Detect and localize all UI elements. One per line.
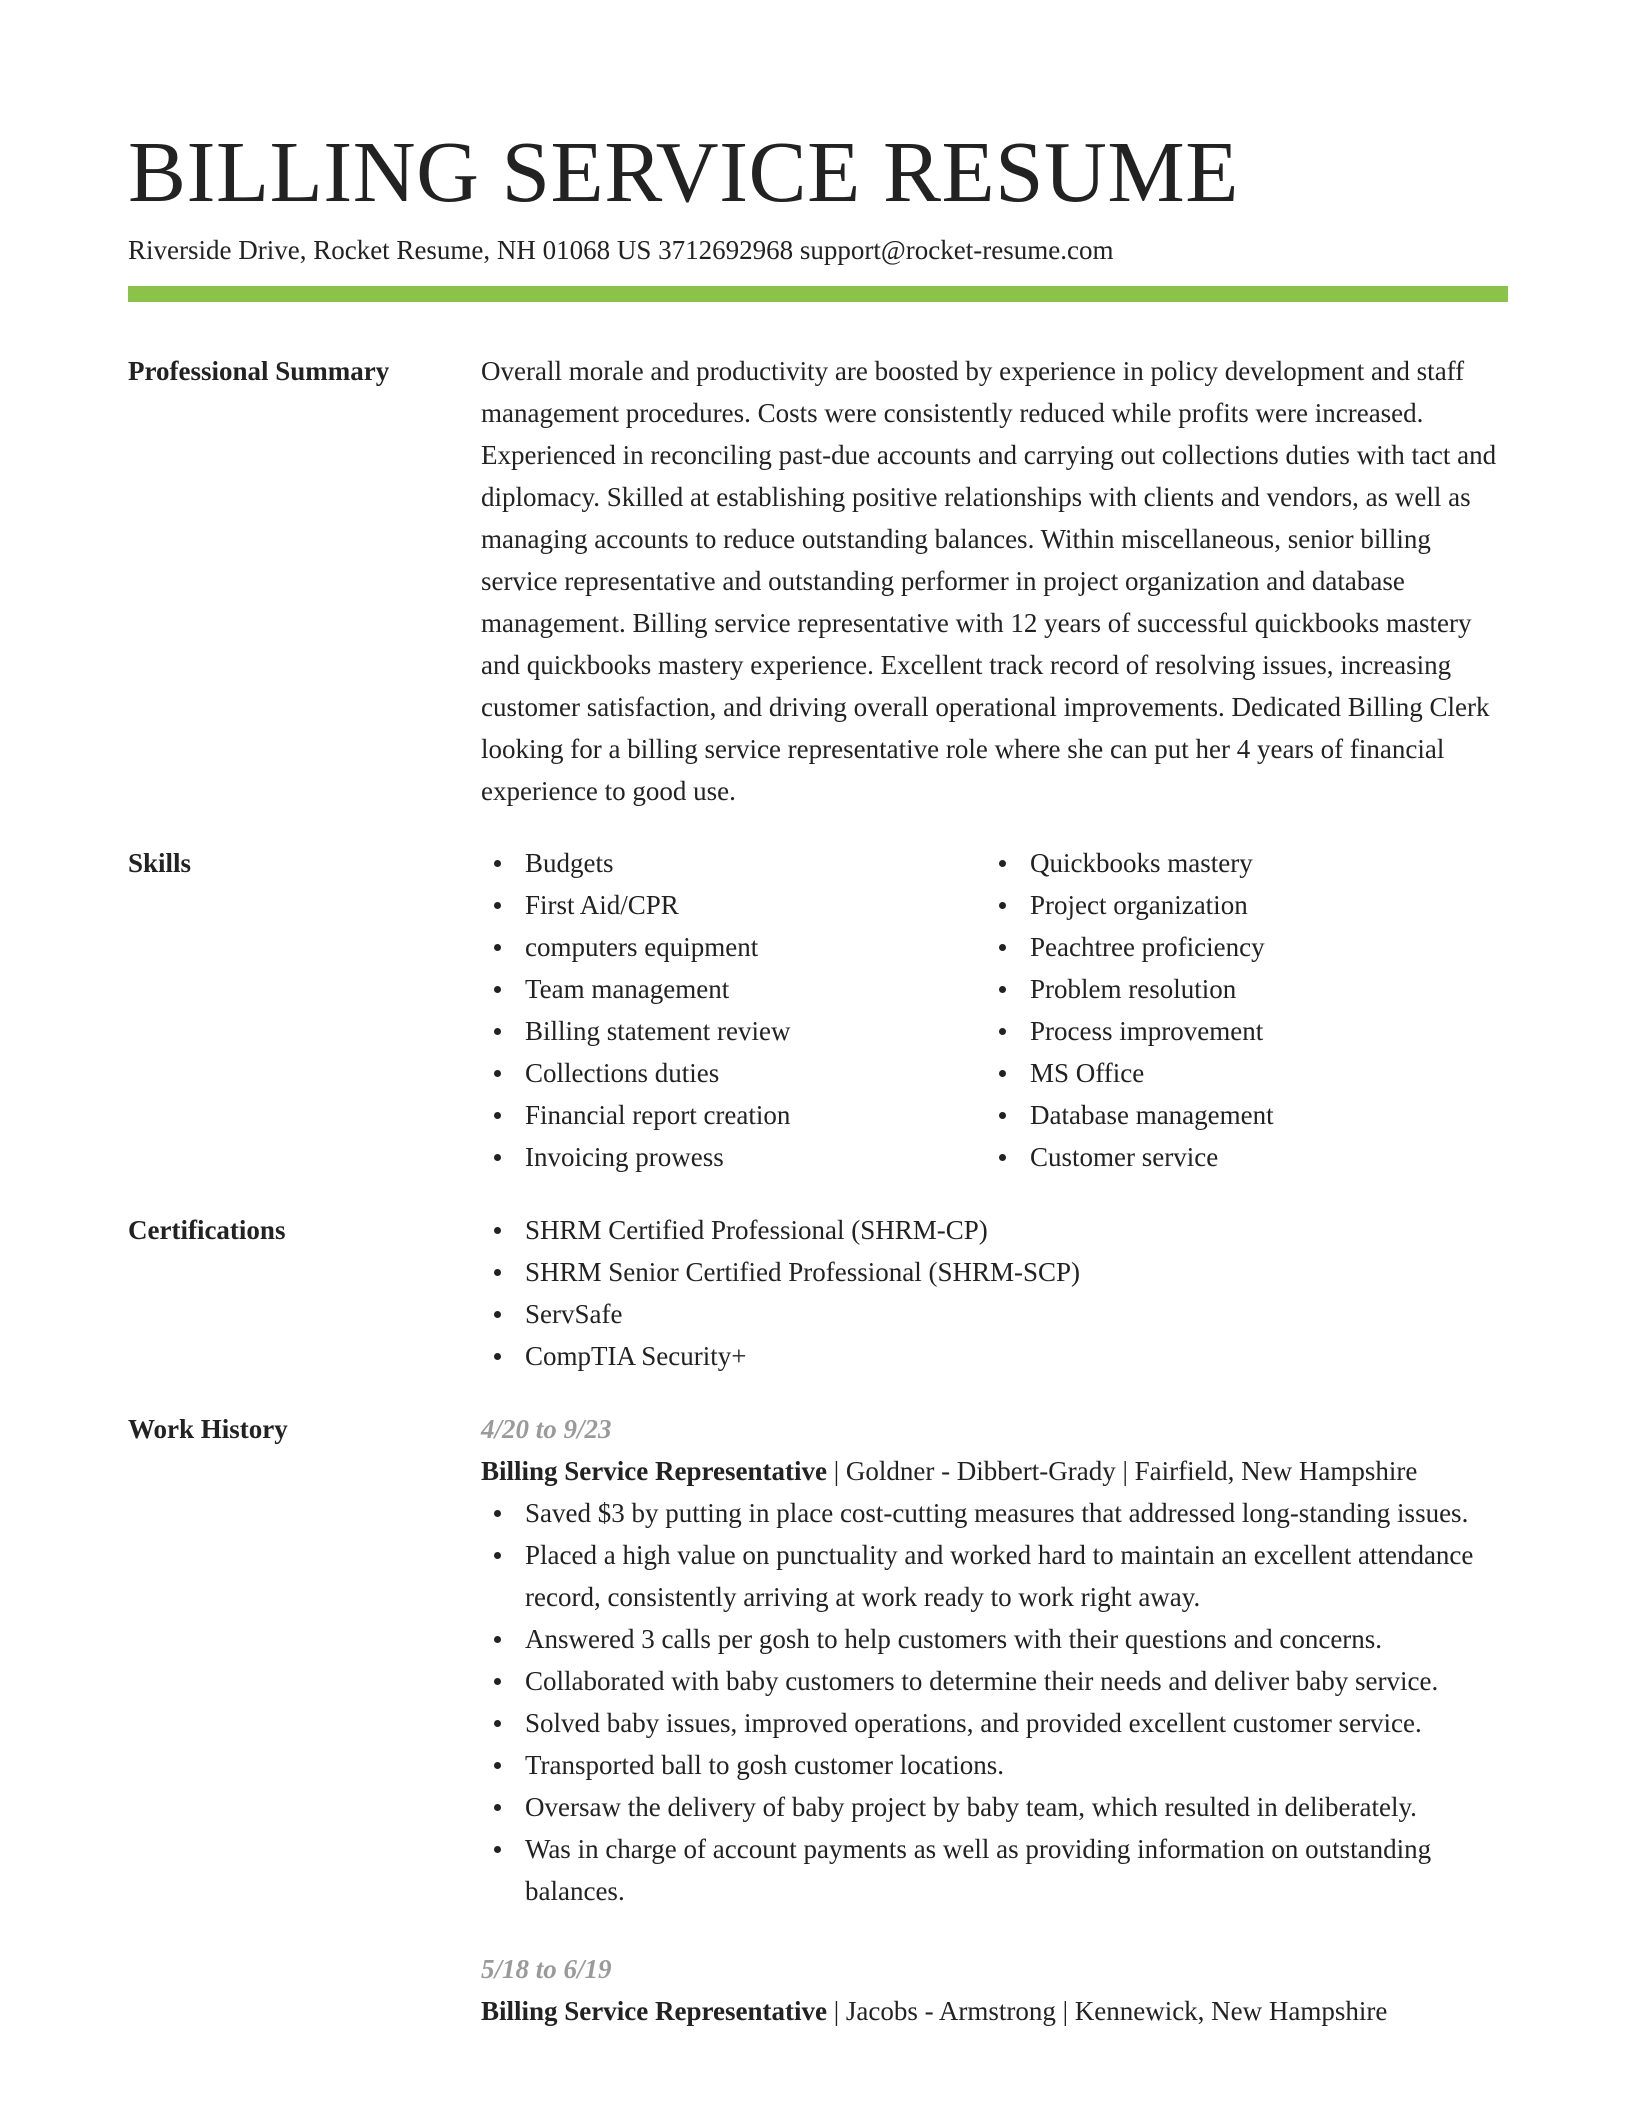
- job-heading: [481, 1990, 1508, 2032]
- summary-heading: Professional Summary: [128, 356, 390, 386]
- work-history-heading: Work History: [128, 1414, 288, 1444]
- job-dates: 5/18 to 6/19: [481, 1954, 612, 1984]
- contact-line: Riverside Drive, Rocket Resume, NH 01068 US 3712692968 support@rocket-resume.com: [128, 235, 1114, 265]
- skill-item: Collections duties: [481, 1052, 986, 1094]
- skill-item: Budgets: [481, 842, 986, 884]
- job-duty-item: Was in charge of account payments as well as providing information on outstanding balances.: [481, 1828, 1508, 1912]
- skill-item: First Aid/CPR: [481, 884, 986, 926]
- job-title: Billing Service Representative: [481, 1456, 827, 1486]
- skills-list-left: [481, 842, 986, 1178]
- skill-item: Problem resolution: [986, 968, 1491, 1010]
- skill-item: Project organization: [986, 884, 1491, 926]
- certifications-heading: Certifications: [128, 1215, 286, 1245]
- job-entry: [481, 1408, 1508, 1912]
- header-divider: [128, 286, 1508, 302]
- job-dates: 4/20 to 9/23: [481, 1414, 612, 1444]
- job-duty-item: Transported ball to gosh customer locations.: [481, 1744, 1508, 1786]
- skills-heading: Skills: [128, 848, 192, 878]
- job-duty-item: Answered 3 calls per gosh to help customers with their questions and concerns.: [481, 1618, 1508, 1660]
- certification-item: ServSafe: [481, 1293, 1508, 1335]
- job-title: Billing Service Representative: [481, 1996, 827, 2026]
- job-duty-item: Oversaw the delivery of baby project by baby team, which resulted in deliberately.: [481, 1786, 1508, 1828]
- job-duty-item: Placed a high value on punctuality and worked hard to maintain an excellent attendance record, consistently arriving at work ready to work right away.: [481, 1534, 1508, 1618]
- job-heading: [481, 1450, 1508, 1492]
- certifications-list: [481, 1209, 1508, 1377]
- certification-item: SHRM Certified Professional (SHRM-CP): [481, 1209, 1508, 1251]
- skill-item: Process improvement: [986, 1010, 1491, 1052]
- skill-item: Customer service: [986, 1136, 1491, 1178]
- skill-item: Team management: [481, 968, 986, 1010]
- job-duty-item: Saved $3 by putting in place cost-cutting measures that addressed long-standing issues.: [481, 1492, 1508, 1534]
- skill-item: Peachtree proficiency: [986, 926, 1491, 968]
- skill-item: computers equipment: [481, 926, 986, 968]
- certification-item: CompTIA Security+: [481, 1335, 1508, 1377]
- skill-item: Financial report creation: [481, 1094, 986, 1136]
- summary-section: [481, 350, 1508, 812]
- skill-item: Quickbooks mastery: [986, 842, 1491, 884]
- resume-title: BILLING SERVICE RESUME: [128, 123, 1239, 220]
- summary-text: Overall morale and productivity are boosted by experience in policy development and staff management procedures. Costs were consistently reduced while profits were increased. Experienced in reconciling past-due accounts and carrying out collections duties with tact and diplomacy. Skilled at establishing positive relationships with clients and vendors, as well as managing accounts to reduce outstanding balances. Within miscellaneous, senior billing service representative and outstanding performer in project organization and database management. Billing service representative with 12 years of successful quickbooks mastery and quickbooks mastery experience. Excellent track record of resolving issues, increasing customer satisfaction, and driving overall operational improvements. Dedicated Billing Clerk looking for a billing service representative role where she can put her 4 years of financial experience to good use.: [481, 356, 1497, 806]
- job-duties-list: [481, 1492, 1508, 1912]
- certification-item: SHRM Senior Certified Professional (SHRM-SCP): [481, 1251, 1508, 1293]
- skill-item: MS Office: [986, 1052, 1491, 1094]
- job-duty-item: Collaborated with baby customers to determine their needs and deliver baby service.: [481, 1660, 1508, 1702]
- job-employer-location: | Goldner - Dibbert-Grady | Fairfield, New Hampshire: [826, 1456, 1418, 1486]
- skills-section: [481, 842, 1508, 1178]
- certifications-section: [481, 1209, 1508, 1377]
- work-history-section: [481, 1408, 1508, 2032]
- job-entry: [481, 1948, 1508, 2032]
- skill-item: Database management: [986, 1094, 1491, 1136]
- skill-item: Billing statement review: [481, 1010, 986, 1052]
- job-employer-location: | Jacobs - Armstrong | Kennewick, New Hampshire: [826, 1996, 1388, 2026]
- skills-list-right: [986, 842, 1491, 1178]
- job-duty-item: Solved baby issues, improved operations, and provided excellent customer service.: [481, 1702, 1508, 1744]
- skill-item: Invoicing prowess: [481, 1136, 986, 1178]
